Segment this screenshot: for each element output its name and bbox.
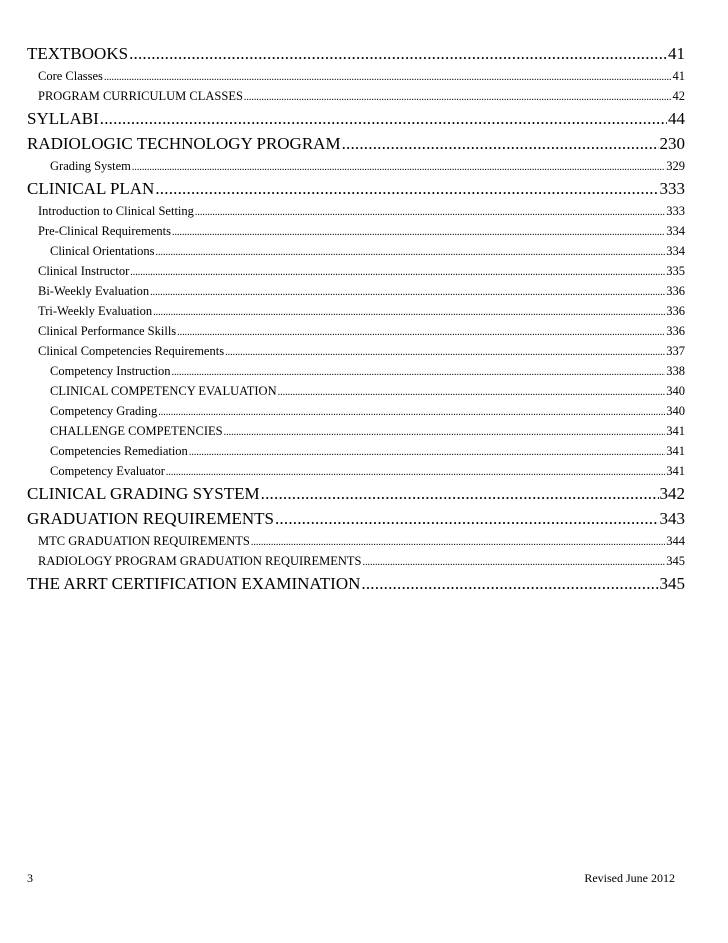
toc-entry-title: Tri-Weekly Evaluation [38,304,153,318]
toc-entry[interactable] [27,179,685,204]
toc-entry-title: Pre-Clinical Requirements [38,224,171,238]
toc-leader [156,247,666,258]
toc-entry-title: Competencies Remediation [50,444,188,458]
toc-entry[interactable] [27,304,685,324]
toc-entry-title: CLINICAL GRADING SYSTEM [27,484,260,503]
toc-entry[interactable] [27,284,685,304]
toc-entry-title: Clinical Orientations [50,244,155,258]
toc-leader [244,92,672,103]
toc-leader [104,72,672,83]
toc-leader [342,134,659,154]
toc-entry[interactable] [27,69,685,89]
toc-leader [171,367,665,378]
toc-leader [100,109,667,129]
toc-leader [130,267,665,278]
toc-entry-page: 336 [666,284,685,298]
revision-date: Revised June 2012 [584,871,675,885]
toc-leader [361,574,658,594]
toc-entry[interactable] [27,484,685,509]
toc-entry[interactable] [27,89,685,109]
toc-leader [278,387,666,398]
toc-entry-page: 338 [666,364,685,378]
toc-leader [275,509,659,529]
toc-entry[interactable] [27,44,685,69]
toc-entry-title: SYLLABI [27,109,99,128]
toc-leader [195,207,665,218]
toc-entry-title: Competency Evaluator [50,464,165,478]
toc-leader [224,427,666,438]
toc-entry-page: 333 [666,204,685,218]
toc-entry-page: 41 [672,69,685,83]
toc-entry[interactable] [27,204,685,224]
toc-entry[interactable] [27,344,685,364]
page-footer [27,871,675,886]
toc-leader [158,407,665,418]
toc-entry[interactable] [27,509,685,534]
toc-entry-page: 342 [659,484,685,503]
toc-entry[interactable] [27,574,685,599]
page-number: 3 [27,871,33,885]
toc-entry-page: 334 [666,244,685,258]
toc-entry[interactable] [27,264,685,284]
toc-entry-page: 44 [668,109,685,128]
toc-entry-page: 335 [666,264,685,278]
toc-entry[interactable] [27,134,685,159]
toc-leader [189,447,665,458]
toc-entry[interactable] [27,534,685,554]
toc-entry-title: Clinical Competencies Requirements [38,344,225,358]
toc-entry[interactable] [27,384,685,404]
toc-entry[interactable] [27,109,685,134]
toc-entry-page: 337 [666,344,685,358]
toc-entry-page: 340 [666,404,685,418]
toc-entry[interactable] [27,444,685,464]
toc-entry[interactable] [27,159,685,179]
toc-leader [172,227,665,238]
toc-leader [132,162,665,173]
toc-entry-title: Core Classes [38,69,103,83]
toc-entry-page: 41 [668,44,685,63]
toc-entry-page: 230 [659,134,685,153]
toc-entry-page: 329 [666,159,685,173]
toc-entry-page: 333 [659,179,685,198]
toc-entry-title: Grading System [50,159,131,173]
toc-entry-page: 42 [672,89,685,103]
toc-entry-page: 343 [659,509,685,528]
toc-leader [225,347,665,358]
toc-entry-title: PROGRAM CURRICULUM CLASSES [38,89,243,103]
toc-entry-title: THE ARRT CERTIFICATION EXAMINATION [27,574,361,593]
toc-entry[interactable] [27,364,685,384]
toc-entry-page: 336 [666,324,685,338]
toc-entry-title: Clinical Instructor [38,264,130,278]
toc-entry[interactable] [27,424,685,444]
toc-entry-title: Clinical Performance Skills [38,324,177,338]
toc-entry[interactable] [27,324,685,344]
toc-entry-title: CLINICAL COMPETENCY EVALUATION [50,384,277,398]
toc-entry-title: RADIOLOGIC TECHNOLOGY PROGRAM [27,134,341,153]
toc-entry-title: CLINICAL PLAN [27,179,155,198]
toc-leader [153,307,665,318]
toc-entry[interactable] [27,554,685,574]
toc-leader [251,537,665,548]
toc-entry-title: Bi-Weekly Evaluation [38,284,150,298]
toc-leader [150,287,665,298]
table-of-contents [27,0,685,599]
toc-entry-page: 345 [659,574,685,593]
toc-entry-title: Competency Instruction [50,364,171,378]
toc-leader [261,484,659,504]
toc-entry-page: 341 [666,424,685,438]
toc-entry-title: Competency Grading [50,404,158,418]
toc-entry[interactable] [27,244,685,264]
toc-entry-title: MTC GRADUATION REQUIREMENTS [38,534,250,548]
toc-entry-page: 334 [666,224,685,238]
toc-entry-page: 345 [666,554,685,568]
toc-entry-title: RADIOLOGY PROGRAM GRADUATION REQUIREMENTS [38,554,362,568]
toc-entry-title: Introduction to Clinical Setting [38,204,194,218]
toc-entry[interactable] [27,464,685,484]
toc-entry-title: TEXTBOOKS [27,44,129,63]
toc-entry-title: GRADUATION REQUIREMENTS [27,509,274,528]
toc-entry-page: 340 [666,384,685,398]
toc-leader [177,327,665,338]
toc-entry-page: 336 [666,304,685,318]
toc-entry-page: 341 [666,444,685,458]
toc-entry-title: CHALLENGE COMPETENCIES [50,424,223,438]
toc-leader [155,179,658,199]
toc-entry-page: 341 [666,464,685,478]
toc-entry[interactable] [27,404,685,424]
toc-entry[interactable] [27,224,685,244]
toc-leader [129,44,667,64]
toc-leader [363,557,666,568]
toc-leader [166,467,665,478]
toc-entry-page: 344 [666,534,685,548]
